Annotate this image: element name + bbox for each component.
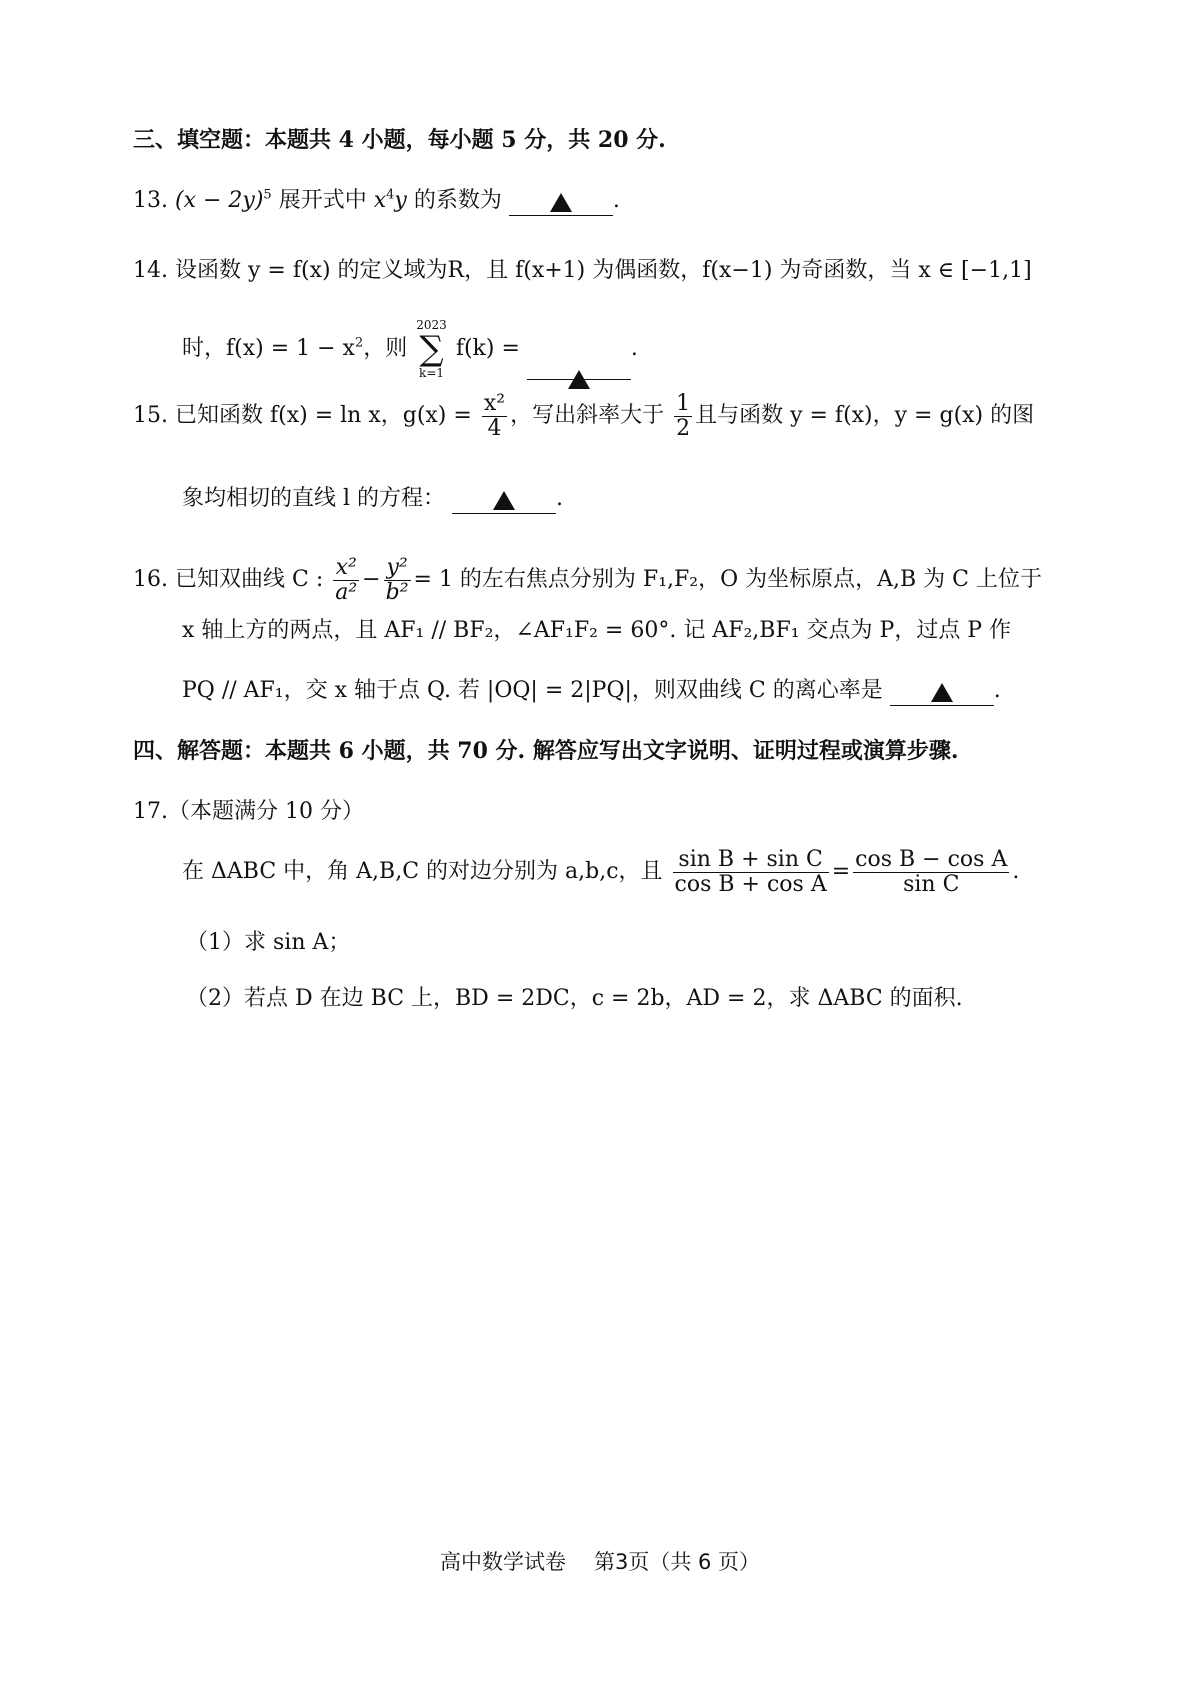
triangle-icon (550, 193, 572, 212)
q16-text-1: 已知双曲线 C : (175, 567, 324, 592)
q14-summation (416, 318, 447, 380)
q15-answer-blank[interactable] (452, 487, 556, 514)
question-15-line-2 (182, 484, 563, 514)
q16-text-2: = 1 的左右焦点分别为 F₁,F₂，O 为坐标原点，A,B 为 C 上位于 (413, 567, 1042, 592)
q13-term-y: y (394, 188, 407, 213)
q13-term-x: x (373, 188, 387, 213)
q16-answer-blank[interactable] (890, 679, 994, 706)
q14-sum-body: f(k) = (455, 336, 520, 361)
triangle-icon (493, 491, 515, 510)
q13-answer-blank[interactable] (509, 189, 613, 216)
q16-y-numerator: y² (384, 556, 411, 581)
q13-exponent: 5 (263, 187, 272, 203)
q15-slope-denominator: 2 (676, 415, 691, 441)
question-17-title (133, 797, 364, 827)
q13-number: 13. (133, 188, 168, 213)
sigma-icon: ∑ (419, 329, 444, 369)
q15-g-numerator: x² (483, 390, 506, 416)
section-4-header: 四、解答题：本题共 6 小题，共 70 分. 解答应写出文字说明、证明过程或演算步骤. (133, 738, 959, 764)
question-17-part-2: （2）若点 D 在边 BC 上，BD = 2DC，c = 2b，AD = 2，求 ΔABC 的面积. (186, 986, 963, 1011)
q15-text-2: ，写出斜率大于 (510, 403, 665, 428)
q13-period: . (612, 188, 620, 213)
q17-number: 17. (133, 799, 168, 824)
triangle-icon (931, 683, 953, 702)
q15-text-4: 象均相切的直线 l 的方程： (182, 486, 446, 511)
q16-minus: − (362, 567, 381, 592)
q13-text-mid: 展开式中 (271, 188, 374, 213)
question-13 (133, 186, 620, 216)
question-16-line-3 (182, 676, 1001, 706)
question-14-line-1 (133, 256, 1032, 286)
q16-text-3: x 轴上方的两点，且 AF₁ // BF₂，∠AF₁F₂ = 60°. 记 AF₂,BF₁ 交点为 P，过点 P 作 (182, 618, 1012, 643)
question-16-line-1 (133, 550, 1042, 610)
q15-text-1: 已知函数 f(x) = ln x，g(x) = (175, 403, 472, 428)
q14-text-2: 时，f(x) = 1 − x (182, 336, 355, 361)
q16-number: 16. (133, 567, 168, 592)
q13-text-post: 的系数为 (406, 188, 502, 213)
q17-stem-text: 在 ΔABC 中，角 A,B,C 的对边分别为 a,b,c，且 (182, 859, 663, 884)
q16-text-4: PQ // AF₁，交 x 轴于点 Q. 若 |OQ| = 2|PQ|，则双曲线 C 的离心率是 (182, 678, 883, 703)
q13-term-x-exp: 4 (386, 187, 395, 203)
q14-sum-lower: k=1 (419, 366, 445, 380)
q14-period: . (630, 336, 638, 361)
q14-number: 14. (133, 258, 168, 283)
q13-binomial: (x − 2y) (175, 188, 264, 213)
q14-sum-upper: 2023 (416, 318, 447, 332)
q17-left-denominator: cos B + cos A (674, 871, 827, 897)
q14-text-3: ，则 (363, 336, 408, 361)
question-17-part-1: （1）求 sin A； (186, 930, 351, 955)
q14-text-1: 设函数 y = f(x) 的定义域为R，且 f(x+1) 为偶函数，f(x−1) 为奇函数，当 x ∈ [−1,1] (175, 258, 1032, 283)
q15-text-3: 且与函数 y = f(x)，y = g(x) 的图 (695, 403, 1035, 428)
q17-fraction-right (853, 848, 1009, 897)
page-footer (0, 1546, 1200, 1576)
question-17-stem (182, 840, 1019, 904)
q17-right-numerator: cos B − cos A (855, 846, 1008, 872)
q17-right-denominator: sin C (903, 871, 960, 897)
q15-number: 15. (133, 403, 168, 428)
footer-page-number: 第3页（共 6 页） (593, 1550, 761, 1574)
question-15-line-1 (133, 386, 1034, 446)
q15-g-denominator: 4 (487, 415, 502, 441)
q16-x-denominator: a² (335, 579, 358, 605)
q15-fraction-g (482, 392, 507, 441)
q16-period: . (993, 678, 1001, 703)
q17-stem-period: . (1012, 859, 1020, 884)
q15-fraction-slope (674, 392, 692, 441)
q15-slope-numerator: 1 (676, 390, 691, 416)
section-3-header: 三、填空题：本题共 4 小题，每小题 5 分，共 20 分. (133, 127, 666, 153)
q17-equals: = (831, 859, 851, 884)
question-16-line-2 (182, 616, 1011, 646)
q15-period: . (556, 486, 564, 511)
q17-left-numerator: sin B + sin C (673, 848, 829, 873)
q16-y-denominator: b² (385, 579, 409, 605)
q14-answer-blank[interactable] (527, 353, 631, 380)
q17-score: （本题满分 10 分） (168, 799, 364, 824)
footer-title: 高中数学试卷 (439, 1550, 566, 1574)
q16-fraction-y (384, 556, 411, 605)
q16-fraction-x (333, 556, 359, 605)
q14-exp: 2 (354, 335, 364, 351)
q16-x-numerator: x² (333, 556, 359, 581)
q17-fraction-left (673, 848, 829, 897)
question-14-line-2 (182, 318, 638, 380)
